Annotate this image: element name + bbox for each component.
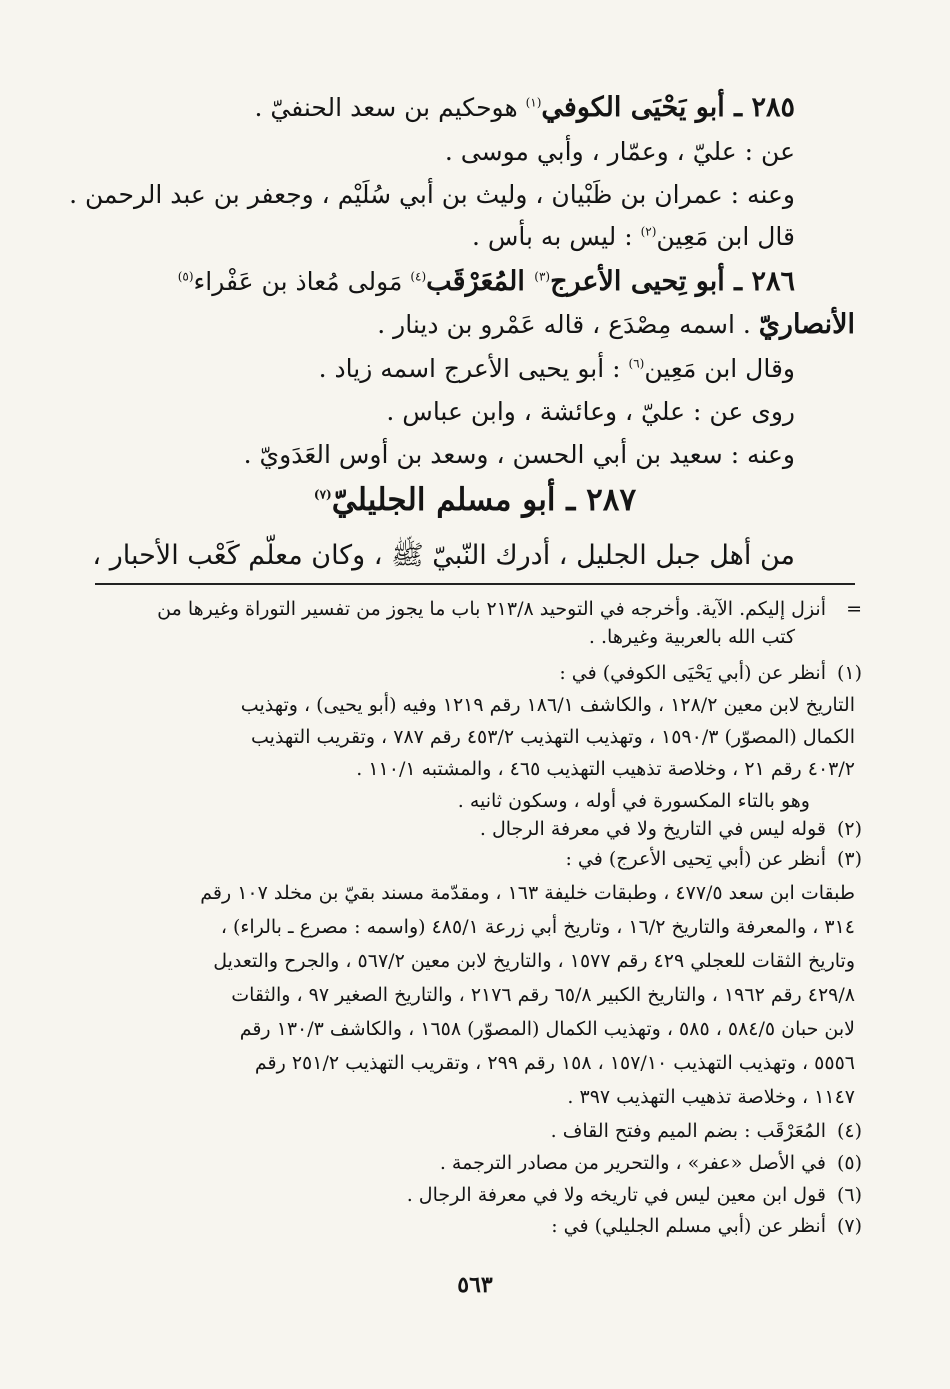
footnote-ref: (٦) bbox=[628, 356, 645, 371]
footnote-continuation-line-1 bbox=[157, 598, 862, 620]
footnote-ref: (٤) bbox=[410, 269, 427, 284]
footnote-number: (٦) bbox=[836, 1184, 862, 1206]
footnote-ref: (٢) bbox=[640, 224, 657, 239]
footnote-text: المُعَرْقَب : بضم الميم وفتح القاف . bbox=[550, 1120, 826, 1142]
footnote-4 bbox=[551, 1120, 862, 1142]
footnote-text: أنظر عن (أبي تِحيى الأعرج) في : bbox=[565, 848, 826, 870]
footnote-text: أنظر عن (أبي مسلم الجليلي) في : bbox=[551, 1215, 826, 1237]
entry-286-line-4: روى عن : عليّ ، وعائشة ، وابن عباس . bbox=[386, 397, 795, 426]
footnote-number: (٣) bbox=[836, 848, 862, 870]
footnote-number: (١) bbox=[836, 662, 862, 684]
entry-text: . اسمه مِصْدَع ، قاله عَمْرو بن دينار . bbox=[377, 310, 759, 339]
footnote-divider bbox=[95, 583, 855, 585]
footnote-number: (٢) bbox=[836, 818, 862, 840]
footnote-3-line-5: ٤٢٩/٨ رقم ١٩٦٢ ، والتاريخ الكبير ٦٥/٨ رقم ٢١٧٦ ، والتاريخ الصغير ٩٧ ، والثقات bbox=[231, 984, 855, 1006]
footnote-3-line-6: لابن حبان ٥٨٤/٥ ، ٥٨٥ ، وتهذيب الكمال (المصوّر) ١٦٥٨ ، والكاشف ١٣٠/٣ رقم bbox=[239, 1018, 855, 1040]
entry-287-title: ٢٨٧ ـ أبو مسلم الجليليّ bbox=[331, 482, 637, 518]
footnote-3-line-3: ٣١٤ ، والمعرفة والتاريخ ١٦/٢ ، وتاريخ أبي زرعة ٤٨٥/١ (واسمه : مصرع ـ بالراء) ، bbox=[220, 916, 855, 938]
footnote-6 bbox=[407, 1184, 862, 1206]
page-number: ٥٦٣ bbox=[457, 1272, 493, 1298]
footnote-ref: (٥) bbox=[177, 269, 194, 284]
entry-text: : ليس به بأس . bbox=[471, 222, 641, 251]
footnote-3-line-7: ٥٥٥٦ ، وتهذيب التهذيب ١٥٧/١٠ ، ١٥٨ رقم ٢٩٩ ، وتقريب التهذيب ٢٥١/٢ رقم bbox=[254, 1052, 855, 1074]
footnote-7 bbox=[551, 1215, 862, 1237]
entry-286-epithet: المُعَرْقَب bbox=[426, 266, 535, 297]
entry-text: قال ابن مَعِين bbox=[656, 222, 795, 251]
footnote-1-line-4: ٤٠٣/٢ رقم ٢١ ، وخلاصة تذهيب التهذيب ٤٦٥ ، والمشتبه ١١٠/١ . bbox=[356, 758, 855, 780]
footnote-text: قول ابن معين ليس في تاريخه ولا في معرفة الرجال . bbox=[406, 1184, 826, 1206]
footnote-1-line-3: الكمال (المصوّر) ١٥٩٠/٣ ، وتهذيب التهذيب ٤٥٣/٢ رقم ٧٨٧ ، وتقريب التهذيب bbox=[251, 726, 855, 748]
entry-286-line-2 bbox=[377, 309, 855, 340]
entry-286-line-5: وعنه : سعيد بن أبي الحسن ، وسعد بن أوس العَدَويّ . bbox=[243, 440, 795, 469]
entry-285-title: ٢٨٥ ـ أبو يَحْيَى الكوفي bbox=[541, 92, 795, 123]
entry-287-heading bbox=[0, 482, 950, 518]
footnote-ref: (٧) bbox=[313, 487, 332, 502]
footnote-1-line-2: التاريخ لابن معين ١٢٨/٢ ، والكاشف ١٨٦/١ رقم ١٢١٩ وفيه (أبو يحيى) ، وتهذيب bbox=[240, 694, 855, 716]
footnote-number: (٤) bbox=[836, 1120, 862, 1142]
footnote-ref: (٣) bbox=[534, 269, 551, 284]
entry-285-line-4 bbox=[472, 222, 795, 251]
footnote-3-line-4: وتاريخ الثقات للعجلي ٤٢٩ رقم ١٥٧٧ ، والتاريخ لابن معين ٥٦٧/٢ ، والجرح والتعديل bbox=[213, 950, 855, 972]
entry-285-line-1 bbox=[255, 92, 796, 123]
footnote-text: أنظر عن (أبي يَحْيَى الكوفي) في : bbox=[559, 662, 826, 684]
footnote-continuation-line-2: كتب الله بالعربية وغيرها. . bbox=[588, 626, 795, 648]
footnote-1 bbox=[559, 662, 862, 684]
entry-286-line-1 bbox=[178, 266, 795, 297]
footnote-number: (٥) bbox=[836, 1152, 862, 1174]
footnote-2 bbox=[480, 818, 862, 840]
entry-text: مَولى مُعاذ بن عَفْراء bbox=[193, 267, 411, 296]
footnote-ref: (١) bbox=[525, 95, 542, 110]
footnote-text: في الأصل «عفر» ، والتحرير من مصادر الترجمة . bbox=[439, 1152, 826, 1174]
footnote-1-line-5: وهو بالتاء المكسورة في أوله ، وسكون ثانيه . bbox=[457, 790, 810, 812]
footnote-5 bbox=[440, 1152, 862, 1174]
footnote-3-line-2: طبقات ابن سعد ٤٧٧/٥ ، وطبقات خليفة ١٦٣ ، ومقدّمة مسند بقيّ بن مخلد ١٠٧ رقم bbox=[200, 882, 855, 904]
entry-287-line-2: من أهل جبل الجليل ، أدرك النّبيّ ﷺ ، وكان معلّم كَعْب الأحبار ، bbox=[92, 540, 795, 571]
footnote-number: (٧) bbox=[836, 1215, 862, 1237]
entry-286-title: ٢٨٦ ـ أبو تِحيى الأعرج bbox=[550, 266, 795, 297]
entry-text: وقال ابن مَعِين bbox=[644, 354, 795, 383]
entry-text: هوحكيم بن سعد الحنفيّ . bbox=[254, 93, 526, 122]
entry-286-nisba: الأنصاريّ bbox=[758, 309, 855, 340]
continuation-marker: = bbox=[846, 598, 862, 620]
entry-285-line-3: وعنه : عمران بن ظَبْيان ، وليث بن أبي سُلَيْم ، وجعفر بن عبد الرحمن . bbox=[69, 180, 795, 209]
entry-text: : أبو يحيى الأعرج اسمه زياد . bbox=[318, 354, 629, 383]
footnote-text: قوله ليس في التاريخ ولا في معرفة الرجال . bbox=[479, 818, 826, 840]
footnote-3 bbox=[565, 848, 862, 870]
entry-286-line-3 bbox=[319, 354, 795, 383]
footnote-text: أنزل إليكم. الآية. وأخرجه في التوحيد ٢١٣/٨ باب ما يجوز من تفسير التوراة وغيرها من bbox=[157, 598, 826, 620]
footnote-3-line-8: ١١٤٧ ، وخلاصة تذهيب التهذيب ٣٩٧ . bbox=[567, 1086, 855, 1108]
entry-285-line-2: عن : عليّ ، وعمّار ، وأبي موسى . bbox=[444, 137, 795, 166]
